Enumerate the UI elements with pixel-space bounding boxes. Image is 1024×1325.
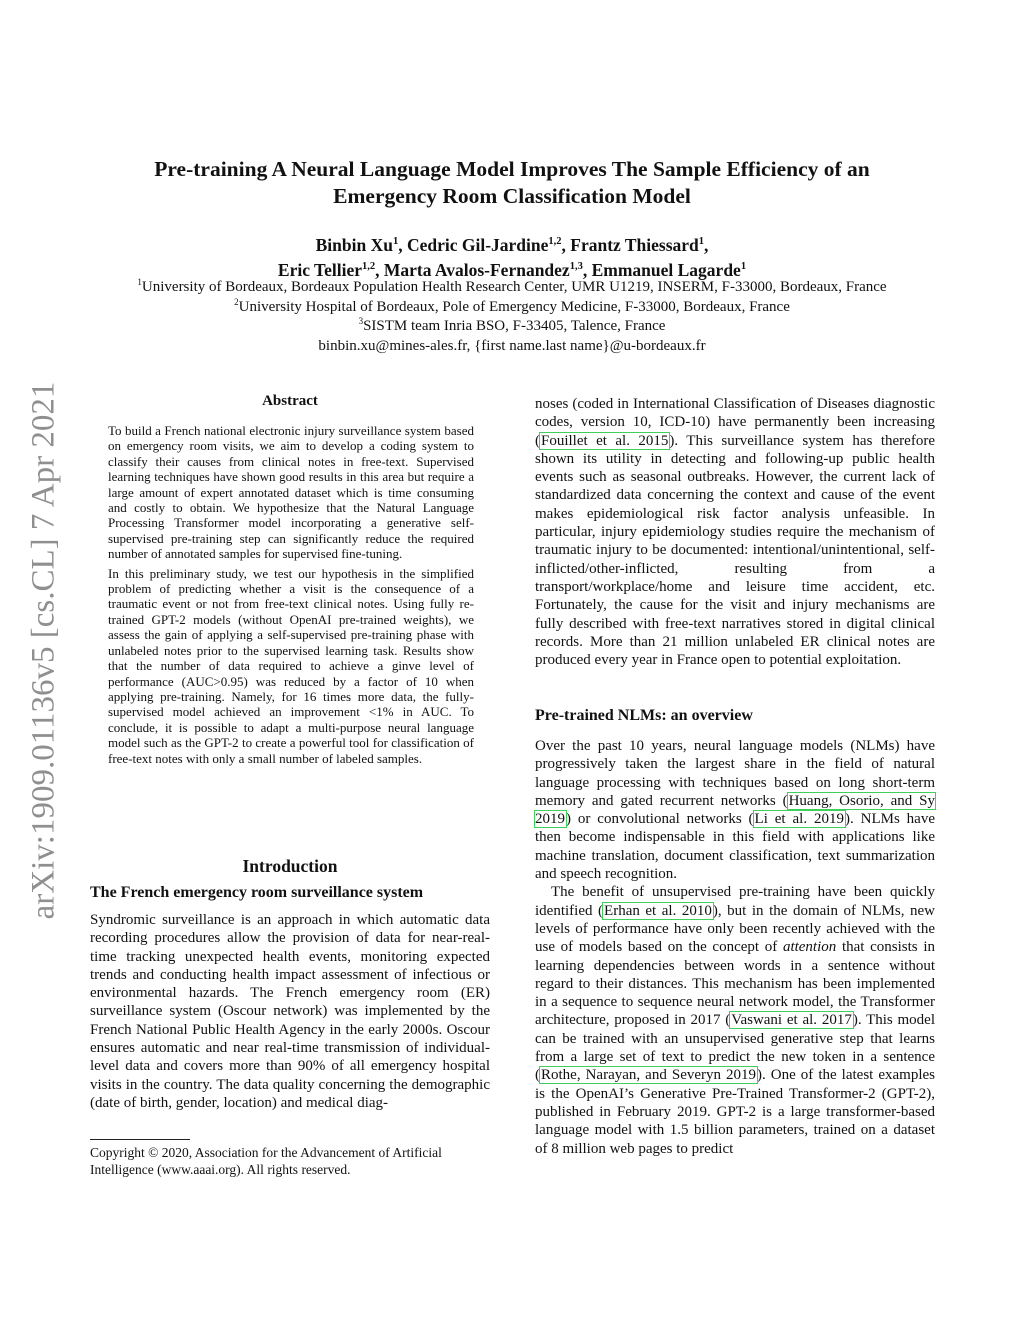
author-name: Cedric Gil-Jardine (406, 235, 549, 255)
contact-emails: binbin.xu@mines-ales.fr, {first name.last name}@u-bordeaux.fr (318, 337, 706, 354)
citation-link[interactable]: Fouillet et al. 2015 (541, 432, 669, 449)
subsection-heading: Pre-trained NLMs: an overview (535, 707, 753, 724)
author-name: Marta Avalos-Fernandez (383, 260, 570, 280)
citation-link[interactable]: Li et al. 2019 (754, 811, 844, 828)
author-name: Binbin Xu (315, 235, 393, 255)
author-name: Eric Tellier (277, 260, 362, 280)
introduction-heading: Introduction (242, 856, 338, 876)
abstract-body (108, 423, 474, 770)
right-column-text (535, 737, 935, 1158)
abstract-paragraph: To build a French national electronic injury surveillance system based on emergency room visits, we aim to develop a coding system to classify their causes from clinical notes in free-text. Supervised learning techniques have shown good results in this area but require a large amount of expert annotated dataset which is time consuming and costly to obtain. We hypothesize that the Natural Language Processing Transformer model incorporating a generative self-supervised pre-training step can significantly reduce the required number of annotated samples for supervised fine-tuning. (108, 423, 474, 562)
paragraph: Over the past 10 years, neural language models (NLMs) have progressively taken the largest share in the field of natural language processing with techniques based on long short-term memory and gated recurrent networks (Huang, Osorio, and Sy 2019) or convolutional networks (Li et al. 2019). NLMs have then become indispensable in this field with applications like machine translation, document classification, text summarization and speech recognition. (535, 738, 935, 883)
affiliation-line: $^2$University Hospital of Bordeaux, Pole of Emergency Medicine, F-33000, Bordeaux, France (234, 296, 790, 315)
footnote-rule (90, 1139, 190, 1140)
paragraph: The benefit of unsupervised pre-training have been quickly identified (Erhan et al. 2010), but in the domain of NLMs, new levels of performance have only been recently achieved with the use of models based on the concept of attention that consists in learning dependencies between words in a sentence without regard to their distances. This mechanism has been implemented in a sequence to sequence neural network model, the Transformer architecture, proposed in 2017 (Vaswani et al. 2017). This model can be trained with an unsupervised generative step that learns from a large set of text to predict the new token in a sentence (Rothe, Narayan, and Severyn 2019). One of the latest examples is the OpenAI’s Generative Pre-Trained Transformer-2 (GPT-2), published in February 2019. GPT-2 is a large transformer-based language model with 1.5 billion parameters, trained on a dataset of 8 million web pages to predict (535, 884, 936, 1157)
abstract-heading: Abstract (262, 393, 318, 409)
citation-link[interactable]: Huang, Osorio, and Sy 2019 (535, 792, 935, 828)
paragraph: Syndromic surveillance is an approach in which automatic data recording procedures allow the provision of data for near-real-time tracking unexpected health events, monitoring expected trends and conducting health impact assessment of infectious or environmental hazards. The French emergency room (ER) surveillance system (Oscour network) was implemented by the French National Public Health Agency in the early 2000s. Oscour ensures automatic and near real-time transmission of individual-level data and covers more than 90% of all emergency hospital visits in the country. The data quality concerning the demographic (date of birth, gender, location) and medical diag- (90, 912, 490, 1111)
abstract-paragraph: In this preliminary study, we test our hypothesis in the simplified problem of predicting whether a visit is the consequence of a traumatic event or not from free-text clinical notes. Using fully re-trained GPT-2 models (without OpenAI pre-trained weights), we assess the gain of applying a self-supervised pre-training phase with unlabeled notes prior to the supervised learning task. Results show that the number of data required to achieve a ginve level of performance (AUC>0.95) was reduced by a factor of 10 when applying pre-training. Namely, for 16 times more data, the fully-supervised model achieved an improvement <1% in AUC. To conclude, it is possible to adapt a multi-purpose neural language model such as the GPT-2 to create a powerful tool for classification of free-text notes with only a small number of labeled samples. (108, 565, 474, 766)
intro-text (90, 911, 490, 1112)
author-name: Emmanuel Lagarde (591, 260, 741, 280)
arxiv-identifier: arXiv:1909.01136v5 [cs.CL] 7 Apr 2021 (25, 381, 62, 919)
citation-link[interactable]: Erhan et al. 2010 (604, 902, 712, 919)
affiliation-line: $^3$SISTM team Inria BSO, F-33405, Talence, France (358, 316, 666, 334)
author-name: Frantz Thiessard (570, 235, 699, 255)
affiliations (70, 278, 954, 356)
affiliation-line: $^1$University of Bordeaux, Bordeaux Population Health Research Center, UMR U1219, INSERM, F-33000, Bordeaux, France (137, 277, 887, 295)
copyright-footnote: Copyright © 2020, Association for the Advancement of Artificial Intelligence (www.aaai.org). All rights reserved. (90, 1145, 442, 1177)
author-list: Binbin Xu$^1$, Cedric Gil-Jardine$^{1,2}$, Frantz Thiessard$^1$, Eric Tellier$^{1,2}$, Marta Avalos-Fernandez$^{1,3}$, Emmanuel Lagarde$^1$ (277, 235, 747, 280)
paper-title: Pre-training A Neural Language Model Improves The Sample Efficiency of an Emergency Room Classification Model (154, 157, 870, 208)
right-column-text (535, 395, 935, 669)
citation-link[interactable]: Rothe, Narayan, and Severyn 2019 (541, 1067, 757, 1084)
subsection-heading: The French emergency room surveillance system (90, 884, 424, 901)
paragraph: noses (coded in International Classification of Diseases diagnostic codes, version 10, ICD-10) have permanently been increasing (Fouillet et al. 2015). This surveillance system has therefore shown its utility in detecting and following-up public health events such as seasonal outbreaks. However, the current lack of standardized data concerning the context and cause of the event makes epidemiological risk factor analysis unfeasible. In particular, injury epidemiology studies require the mechanism of traumatic injury to be documented: intentional/unintentional, self-inflicted/other-inflicted, resulting from a transport/workplace/home and leisure time accident, etc. Fortunately, the cause for the visit and injury mechanisms are fully described with free-text narratives stored in digital clinical records. More than 21 million unlabeled ER clinical notes are produced every year in France open to potential exploitation. (535, 396, 935, 669)
citation-link[interactable]: Vaswani et al. 2017 (731, 1012, 852, 1029)
